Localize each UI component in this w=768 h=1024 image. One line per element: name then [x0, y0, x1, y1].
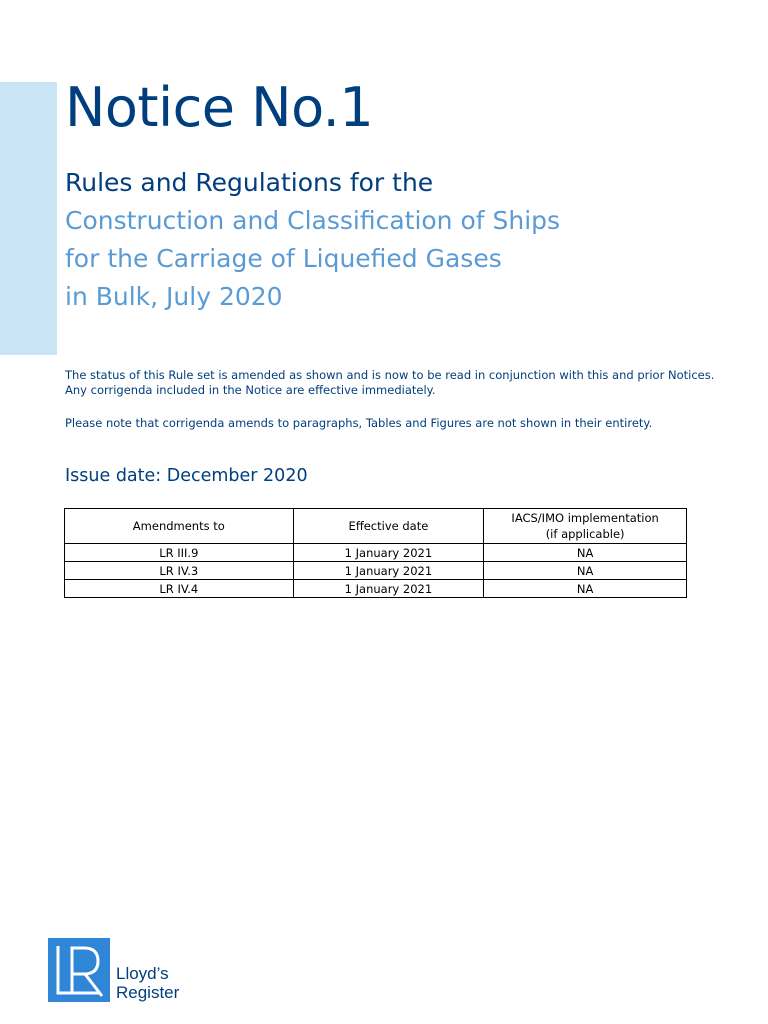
notice-title: Notice No.1 [65, 76, 374, 139]
lloyds-register-logo [48, 938, 179, 1002]
cell-amendment: LR III.9 [65, 544, 294, 562]
cell-implementation: NA [484, 562, 687, 580]
header-amendments-to: Amendments to [65, 509, 294, 544]
cell-effective-date: 1 January 2021 [293, 544, 484, 562]
subtitle-line-1: Rules and Regulations for the [65, 168, 434, 197]
subtitle-line-4: in Bulk, July 2020 [65, 282, 283, 311]
header-implementation-line-1: IACS/IMO implementation [511, 511, 659, 525]
logo-text-line-2: Register [116, 983, 180, 1002]
cell-implementation: NA [484, 544, 687, 562]
logo-wordmark [116, 964, 179, 1002]
issue-date: Issue date: December 2020 [65, 466, 308, 486]
table-row [65, 580, 687, 598]
subtitle-line-2: Construction and Classification of Ships [65, 206, 561, 235]
cell-amendment: LR IV.3 [65, 562, 294, 580]
side-accent-band [0, 82, 57, 355]
lr-logo-icon [48, 938, 110, 1002]
corrigenda-note: Please note that corrigenda amends to paragraphs, Tables and Figures are not shown in their entirety. [65, 416, 653, 430]
table-row [65, 544, 687, 562]
header-implementation-line-2: (if applicable) [545, 527, 625, 541]
cell-amendment: LR IV.4 [65, 580, 294, 598]
cell-effective-date: 1 January 2021 [293, 580, 484, 598]
table-header-row [65, 509, 687, 544]
amendments-table [64, 508, 687, 598]
header-implementation [484, 509, 687, 544]
logo-text-line-1: Lloyd’s [116, 964, 169, 983]
intro-paragraph: The status of this Rule set is amended as shown and is now to be read in conjunction with this and prior Notices. Any corrigenda included in the Notice are effective immediately. [65, 368, 715, 397]
subtitle-line-3: for the Carriage of Liquefied Gases [65, 244, 502, 273]
cell-implementation: NA [484, 580, 687, 598]
notice-subtitle [65, 164, 560, 316]
table-row [65, 562, 687, 580]
header-effective-date: Effective date [293, 509, 484, 544]
cell-effective-date: 1 January 2021 [293, 562, 484, 580]
